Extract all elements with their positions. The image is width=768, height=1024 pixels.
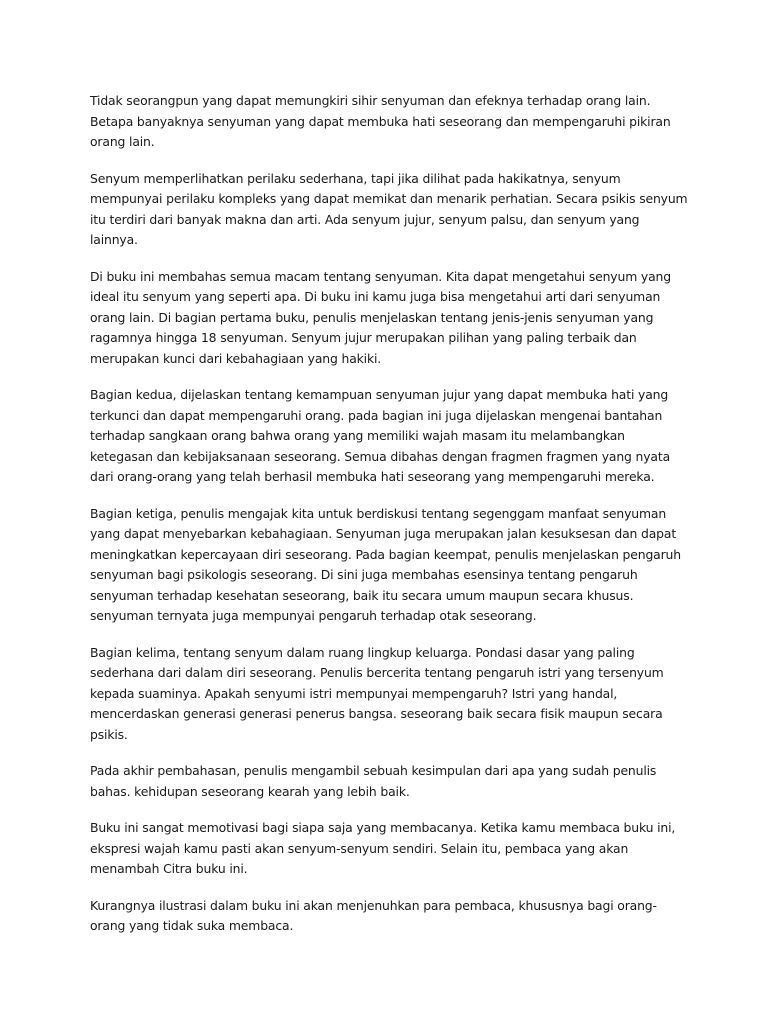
paragraph-6: Bagian kelima, tentang senyum dalam ruang lingkup keluarga. Pondasi dasar yang paling sederhana dari dalam diri seseorang. Penulis bercerita tentang pengaruh istri yang tersenyum kepada suaminya. Apakah senyumi istri mempunyai mempengaruh? Istri yang handal, mencerdaskan generasi generasi penerus bangsa. seseorang baik secara fisik maupun secara psikis. [90,644,664,742]
paragraph-8: Buku ini sangat memotivasi bagi siapa saja yang membacanya. Ketika kamu membaca buku ini, ekspresi wajah kamu pasti akan senyum-senyum sendiri. Selain itu, pembaca yang akan menambah Citra buku ini. [90,820,676,876]
paragraph-7: Pada akhir pembahasan, penulis mengambil sebuah kesimpulan dari apa yang sudah penulis bahas. kehidupan seseorang kearah yang lebih baik. [90,763,657,799]
paragraph-5: Bagian ketiga, penulis mengajak kita untuk berdiskusi tentang segenggam manfaat senyuman yang dapat menyebarkan kebahagiaan. Senyuman juga merupakan jalan kesuksesan dan dapat meningkatkan kepercayaan diri seseorang. Pada bagian keempat, penulis menjelaskan pengaruh senyuman bagi psikologis seseorang. Di sini juga membahas esensinya tentang pengaruh senyuman terhadap kesehatan seseorang, baik itu secara umum maupun secara khusus. senyuman ternyata juga mempunyai pengaruh terhadap otak seseorang. [90,505,681,623]
paragraph-9: Kurangnya ilustrasi dalam buku ini akan menjenuhkan para pembaca, khususnya bagi orang-orang yang tidak suka membaca. [90,897,657,933]
paragraph-4: Bagian kedua, dijelaskan tentang kemampuan senyuman jujur yang dapat membuka hati yang terkunci dan dapat mempengaruhi orang. pada bagian ini juga dijelaskan mengenai bantahan terhadap sangkaan orang bahwa orang yang memiliki wajah masam itu melambangkan ketegasan dan kebijaksanaan seseorang. Semua dibahas dengan fragmen fragmen yang nyata dari orang-orang yang telah berhasil membuka hati seseorang yang mempengaruhi mereka. [90,387,671,484]
paragraph-1: Tidak seorangpun yang dapat memungkiri sihir senyuman dan efeknya terhadap orang lain. Betapa banyaknya senyuman yang dapat membuka hati seseorang dan mempengaruhi pikiran orang lain. [90,93,671,149]
document-body [90,91,690,953]
paragraph-3: Di buku ini membahas semua macam tentang senyuman. Kita dapat mengetahui senyum yang ideal itu senyum yang seperti apa. Di buku ini kamu juga bisa mengetahui arti dari senyuman orang lain. Di bagian pertama buku, penulis menjelaskan tentang jenis-jenis senyuman yang ragamnya hingga 18 senyuman. Senyum jujur merupakan pilihan yang paling terbaik dan merupakan kunci dari kebahagiaan yang hakiki. [90,268,671,366]
paragraph-2: Senyum memperlihatkan perilaku sederhana, tapi jika dilihat pada hakikatnya, senyum mempunyai perilaku kompleks yang dapat memikat dan menarik perhatian. Secara psikis senyum itu terdiri dari banyak makna dan arti. Ada senyum jujur, senyum palsu, dan senyum yang lainnya. [90,170,688,247]
